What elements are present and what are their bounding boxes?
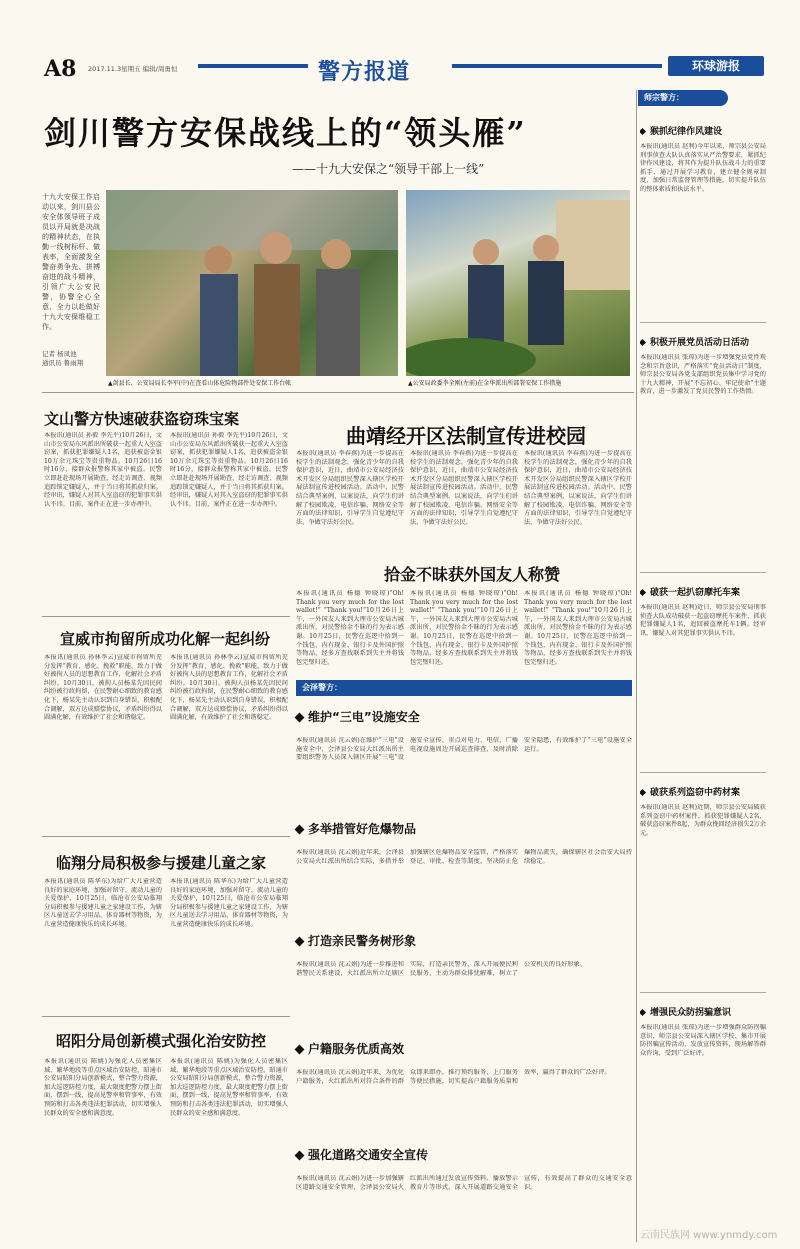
- bullet-icon: [295, 1151, 305, 1161]
- bullet-icon: [640, 128, 646, 135]
- section-title: 警方报道: [318, 60, 411, 85]
- huize-item-title-text: 打造亲民警务树形象: [308, 934, 417, 948]
- huize-item-title: [296, 820, 632, 837]
- huize-item-body: 本报讯(通讯员 沈云娟)为进一步推进和谐警民关系建设，火红派出所立足辖区实际，打造亲民警务，深入开展便民利民服务，主动为群众排忧解难，树立了公安机关的良好形象。: [296, 961, 586, 977]
- masthead-bar-right: [452, 64, 662, 68]
- page-number: A8: [44, 56, 77, 82]
- huize-item-body: 本报讯(通讯员 沈云娟)近年来，为优化户籍服务，火红派出所对符合条件的群众即来即办，推行预约服务、上门服务等便民措施，切实提高户籍服务质量和效率，赢得了群众的广泛好评。: [296, 1069, 611, 1085]
- shizong-item-title-text: 增强民众防拐骗意识: [650, 1008, 732, 1018]
- shijin-body-col1: 本报讯(通讯员 杨德 钟晓琼)“Oh! Thank you very much for the lost wallet!” “Thank you!”10月26日上午，一外国友人来到大理市公安局古城派出所，对民警拾金不昧的行为表示感谢。10月25日，民警在巡逻中拾到一个钱包，内有现金、银行卡及外国护照等物品，经多方查找联系到失主并将钱包完璧归还。: [296, 590, 404, 666]
- lead-headline: 剑川警方安保战线上的“领头雁”: [44, 114, 527, 152]
- huize-banner: [296, 680, 632, 696]
- shizong-item-body: 本报讯(通讯员 张琼)为进一步增强群众防拐骗意识，师宗县公安局深入辖区学校、集市开展防拐骗宣传活动，发放宣传资料，现场解答群众咨询，受到广泛好评。: [640, 1024, 766, 1057]
- lead-intro: 十九大安保工作启动以来，剑川县公安全体领导班子成员以开局就是决战的精神状态，在执勤一线树标杆、做表率，全面激发全警奋勇争先、拼搏奋进的战斗精神，引领广大公安民警，协警全心全意、全力以赴做好十九大安保维稳工作。: [42, 193, 100, 331]
- bullet-icon: [640, 339, 646, 346]
- qujing-body-col2: 本报讯(通讯员 李春燕)为进一步提高在校学生的法制观念，强化青少年的自我保护意识，近日，曲靖市公安局经济技术开发区分局组织民警深入辖区学校开展法制宣传进校园活动。活动中，民警结合典型案例，以案说法，向学生们讲解了校园欺凌、电信诈骗、网络安全等方面的法律知识，引导学生自觉遵纪守法，争做守法好公民。: [410, 450, 518, 526]
- bullet-icon: [640, 1009, 646, 1016]
- masthead-bar-left: [198, 64, 308, 68]
- qujing-body-col1: 本报讯(通讯员 李春燕)为进一步提高在校学生的法制观念，强化青少年的自我保护意识，近日，曲靖市公安局经济技术开发区分局组织民警深入辖区学校开展法制宣传进校园活动。活动中，民警结合典型案例，以案说法，向学生们讲解了校园欺凌、电信诈骗、网络安全等方面的法律知识，引导学生自觉遵纪守法，争做守法好公民。: [296, 450, 404, 526]
- qujing-title: 曲靖经开区法制宣传进校园: [346, 424, 586, 448]
- wenshan-title: 文山警方快速破获盗窃珠宝案: [44, 410, 240, 428]
- shizong-item-body: 本报讯(通讯员 赵利)近期，师宗县公安局破获系列盗窃中药材案件，抓获犯罪嫌疑人2名，破获盗窃案件8起，为群众挽回经济损失2万余元。: [640, 804, 766, 837]
- huize-item-body: 本报讯(通讯员 沈云娟)近年来，会泽县公安局火红派出所结合实际，多措并举加强辖区危爆物品安全监管，严格落实登记、审批、检查等制度，坚决防止危爆物品流失，确保辖区社会治安大局持续稳定。: [296, 849, 632, 865]
- huize-item-title-text: 户籍服务优质高效: [308, 1042, 405, 1056]
- side-tab-label: 师宗警方：: [644, 93, 684, 102]
- brand-text: 环球游报: [691, 59, 740, 73]
- lead-caption-left: ▲剑县长、公安局局长李军(中)在查看山体危险物部件处安保工作台帐: [108, 380, 292, 387]
- huize-item-title-text: 维护“三电”设施安全: [308, 710, 420, 724]
- zhaoyang-body-col2: 本报讯(通讯员 陈姚)为强化人员密集区域、繁华地段等重点区域治安防控，昭通市公安局昭阳分局创新模式，整合警力资源，加大巡逻防控力度，最大限度把警力摆上街面、摆到一线，提高见警率和管事率，有效预防和打击各类违法犯罪活动，切实增强人民群众的安全感和满意度。: [170, 1058, 288, 1117]
- zhaoyang-body-col1: 本报讯(通讯员 陈姚)为强化人员密集区域、繁华地段等重点区域治安防控，昭通市公安局昭阳分局创新模式，整合警力资源，加大巡逻防控力度，最大限度把警力摆上街面、摆到一线，提高见警率和管事率，有效预防和打击各类违法犯罪活动，切实增强人民群众的安全感和满意度。: [44, 1058, 162, 1117]
- shizong-item-body: 本报讯(通讯员 赵利)近日，师宗县公安局刑事侦查大队成功破获一起盗窃摩托车案件，抓获犯罪嫌疑人1名，追回被盗摩托车1辆。经审讯，嫌疑人对其犯罪事实供认不讳。: [640, 604, 766, 637]
- bullet-icon: [640, 789, 646, 796]
- huize-item-title: [296, 708, 632, 725]
- huize-item: [296, 932, 632, 1038]
- wenshan-body-col2: 本报讯(通讯员 孙毅 李先平)10月26日，文山市公安局东风派出所破获一起重大入室盗窃案，抓获犯罪嫌疑人1名，追获被盗金银10万余元珠宝等贵重物品。10月26日16时16分，接群众报警称其家中被盗。民警立即赶赴现场开展勘查，经走访调查、视频追踪锁定嫌疑人，并于当日将其抓获归案。经审讯，嫌疑人对其入室盗窃的犯罪事实供认不讳。目前，案件正在进一步办理中。: [170, 432, 288, 508]
- bullet-icon: [295, 713, 305, 723]
- side-tab: [638, 90, 728, 106]
- divider: [42, 616, 290, 617]
- shizong-item: [640, 992, 766, 1222]
- shizong-item-title: [640, 785, 766, 798]
- xuanwei-body-col1: 本报讯(通讯员 孙林李云)宣威市拘留所充分发挥“教育、感化、挽救”职能，致力于做好被拘人员的思想教育工作，化解社会矛盾纠纷。10月30日，被拘人员杨某先因民间纠纷被行政拘留，在民警耐心细致的教育感化下，杨某先主动认识到自身错误，积极配合调解，双方达成赔偿协议，矛盾纠纷得以圆满化解，有效维护了社会和谐稳定。: [44, 654, 162, 722]
- shizong-item-body: 本报讯(通讯员 张琼)为进一步增强党员党性观念和宗旨意识，严格落实“党员活动日”制度，师宗县公安局各党支部组织党员集中学习党的十九大精神，开展“不忘初心、牢记使命”主题教育，进一步激发了党员民警的工作热情。: [640, 354, 766, 396]
- huize-item-title: [296, 932, 632, 949]
- huize-item-title: [296, 1146, 632, 1163]
- lincang-title: 临翔分局积极参与援建儿童之家: [56, 854, 267, 872]
- shijin-body-col2: 本报讯(通讯员 杨德 钟晓琼)“Oh! Thank you very much for the lost wallet!” “Thank you!”10月26日上午，一外国友人来到大理市公安局古城派出所，对民警拾金不昧的行为表示感谢。10月25日，民警在巡逻中拾到一个钱包，内有现金、银行卡及外国护照等物品，经多方查找联系到失主并将钱包完璧归还。: [410, 590, 518, 666]
- divider: [42, 1016, 290, 1017]
- shizong-item: [640, 322, 766, 572]
- shizong-item-title-text: 破获系列盗窃中药材案: [650, 788, 741, 798]
- lincang-body-col2: 本报讯(通讯员 陈华东)为给广大儿童营造良好的家庭环境，加强对留守、流动儿童的关爱保护，10月25日，临沧市公安局临翔分局积极参与援建儿童之家建设工作，为辖区儿童送去学习用品、体育器材等物资，为儿童营造健康快乐的成长环境。: [170, 878, 288, 928]
- photo-figures-right: [406, 190, 630, 376]
- xuanwei-title: 宣威市拘留所成功化解一起纠纷: [60, 630, 271, 648]
- lead-photo-left: [106, 190, 398, 376]
- bullet-icon: [640, 589, 646, 596]
- lead-caption-right: ▲公安局政委李全刚(左前)在金华派出所部署安保工作措施: [408, 380, 562, 387]
- shizong-item: [640, 112, 766, 322]
- shizong-item: [640, 572, 766, 772]
- huize-item-title-text: 多举措管好危爆物品: [308, 822, 417, 836]
- divider: [42, 392, 634, 393]
- huize-item-body: 本报讯(通讯员 沈云娟)为进一步加强辖区道路交通安全管理，会泽县公安局火红派出所通过发放宣传资料、播放警示教育片等形式，深入开展道路交通安全宣传，有效提高了群众的交通安全意识。: [296, 1175, 632, 1191]
- zhaoyang-title: 昭阳分局创新模式强化治安防控: [56, 1032, 267, 1050]
- shizong-item-title-text: 猴抓纪律作风建设: [650, 127, 723, 137]
- xuanwei-body-col2: 本报讯(通讯员 孙林李云)宣威市拘留所充分发挥“教育、感化、挽救”职能，致力于做好被拘人员的思想教育工作，化解社会矛盾纠纷。10月30日，被拘人员杨某先因民间纠纷被行政拘留，在民警耐心细致的教育感化下，杨某先主动认识到自身错误，积极配合调解，双方达成赔偿协议，矛盾纠纷得以圆满化解，有效维护了社会和谐稳定。: [170, 654, 288, 722]
- shizong-item-title: [640, 1005, 766, 1018]
- divider: [42, 836, 290, 837]
- huize-item-title: [296, 1040, 632, 1057]
- masthead: [0, 0, 800, 88]
- brand-logo: [668, 56, 764, 76]
- shizong-item-title-text: 破获一起扒窃摩托车案: [650, 588, 741, 598]
- huize-item: [296, 708, 632, 820]
- shijin-title: 拾金不昧获外国友人称赞: [384, 565, 561, 584]
- date-line: 2017.11.3星期五 编辑/周勇恒: [88, 65, 178, 73]
- huize-item: [296, 820, 632, 932]
- lead-reporter: 记者 杨凤池 通讯员 鲁雨翔: [42, 350, 84, 367]
- right-column: [640, 112, 766, 1242]
- shizong-item-title: [640, 124, 766, 137]
- right-column-rule: [636, 90, 637, 1242]
- bullet-icon: [295, 1045, 305, 1055]
- lincang-body-col1: 本报讯(通讯员 陈华东)为给广大儿童营造良好的家庭环境，加强对留守、流动儿童的关爱保护，10月25日，临沧市公安局临翔分局积极参与援建儿童之家建设工作，为辖区儿童送去学习用品、体育器材等物资，为儿童营造健康快乐的成长环境。: [44, 878, 162, 928]
- shizong-item: [640, 772, 766, 992]
- watermark: 云南民族网 www.ynmdy.com: [640, 1230, 778, 1241]
- shizong-item-title: [640, 585, 766, 598]
- huize-item: [296, 1146, 632, 1242]
- shijin-body-col3: 本报讯(通讯员 杨德 钟晓琼)“Oh! Thank you very much for the lost wallet!” “Thank you!”10月26日上午，一外国友人来到大理市公安局古城派出所，对民警拾金不昧的行为表示感谢。10月25日，民警在巡逻中拾到一个钱包，内有现金、银行卡及外国护照等物品，经多方查找联系到失主并将钱包完璧归还。: [524, 590, 632, 666]
- shizong-item-body: 本报讯(通讯员 赵利)今年以来，师宗县公安局刑事侦查大队认真落实从严治警要求，紧抓纪律作风建设，将其作为提升队伍战斗力的重要抓手，通过开展学习教育、建立健全规章制度、加强日常监督管理等措施，切实提升队伍的整体素质和执法水平。: [640, 143, 766, 193]
- huize-item-title-text: 强化道路交通安全宣传: [308, 1148, 429, 1162]
- lead-subhead: ——十九大安保之“领导干部上一线”: [292, 162, 485, 176]
- huize-item-body: 本报讯(通讯员 沈云娟)在维护“三电”设施安全中，会泽县公安局大红派出所主要组织警务人员深入辖区开展“三电”设施安全宣传，重点对电力、电信、广播电视设施周边开展巡查排查，及时消除安全隐患，有效维护了“三电”设施安全运行。: [296, 737, 632, 762]
- shizong-item-title: [640, 335, 766, 348]
- qujing-body-col3: 本报讯(通讯员 李春燕)为进一步提高在校学生的法制观念，强化青少年的自我保护意识，近日，曲靖市公安局经济技术开发区分局组织民警深入辖区学校开展法制宣传进校园活动。活动中，民警结合典型案例，以案说法，向学生们讲解了校园欺凌、电信诈骗、网络安全等方面的法律知识，引导学生自觉遵纪守法，争做守法好公民。: [524, 450, 632, 526]
- photo-figures-left: [106, 190, 398, 376]
- wenshan-body-col1: 本报讯(通讯员 孙毅 李先平)10月26日，文山市公安局东风派出所破获一起重大入室盗窃案，抓获犯罪嫌疑人1名，追获被盗金银10万余元珠宝等贵重物品。10月26日16时16分，接群众报警称其家中被盗。民警立即赶赴现场开展勘查，经走访调查、视频追踪锁定嫌疑人，并于当日将其抓获归案。经审讯，嫌疑人对其入室盗窃的犯罪事实供认不讳。目前，案件正在进一步办理中。: [44, 432, 162, 508]
- bullet-icon: [295, 937, 305, 947]
- huize-banner-label: 会泽警方：: [302, 683, 342, 692]
- huize-item: [296, 1040, 632, 1144]
- shizong-item-title-text: 积极开展党员活动日活动: [650, 338, 750, 348]
- lead-photo-right: [406, 190, 630, 376]
- bullet-icon: [295, 825, 305, 835]
